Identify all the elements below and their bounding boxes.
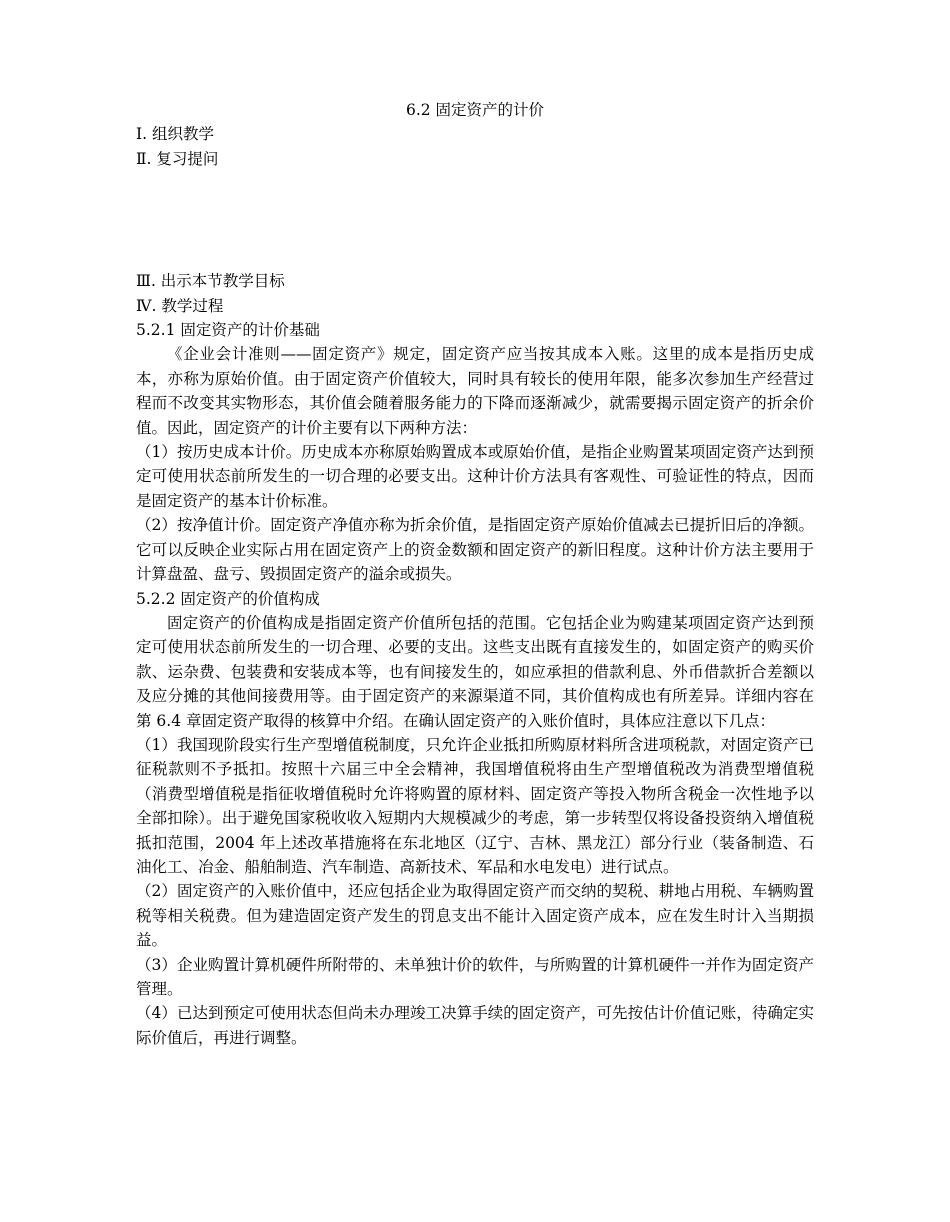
subsection-heading-basis: 5.2.1 固定资产的计价基础 <box>136 321 320 340</box>
paragraph-basis-item-2: （2）按净值计价。固定资产净值亦称为折余价值，是指固定资产原始价值减去已提折旧后的净额。它可以反映企业实际占用在固定资产上的资金数额和固定资产的新旧程度。这种计价方法主要用于计算盘盈、盘亏、毁损固定资产的溢余或损失。 <box>136 516 814 584</box>
section-heading-objectives: Ⅲ. 出示本节教学目标 <box>136 272 285 291</box>
paragraph-composition-item-4: （4）已达到预定可使用状态但尚未办理竣工决算手续的固定资产，可先按估计价值记账，待确定实际价值后，再进行调整。 <box>136 1004 814 1047</box>
document-page <box>136 98 814 1050</box>
paragraph-basis-intro: 《企业会计准则——固定资产》规定，固定资产应当按其成本入账。这里的成本是指历史成本，亦称为原始价值。由于固定资产价值较大，同时具有较长的使用年限，能多次参加生产经营过程而不改变其实物形态，其价值会随着服务能力的下降而逐渐减少，就需要揭示固定资产的折余价值。因此，固定资产的计价主要有以下两种方法： <box>136 345 814 437</box>
subsection-heading-composition: 5.2.2 固定资产的价值构成 <box>136 589 320 608</box>
section-heading-process: Ⅳ. 教学过程 <box>136 296 224 315</box>
document-title: 6.2 固定资产的计价 <box>405 101 545 119</box>
paragraph-composition-item-3: （3）企业购置计算机硬件所附带的、未单独计价的软件，与所购置的计算机硬件一并作为固定资产管理。 <box>136 955 814 998</box>
paragraph-composition-intro: 固定资产的价值构成是指固定资产价值所包括的范围。它包括企业为购建某项固定资产达到预定可使用状态前所发生的一切合理、必要的支出。这些支出既有直接发生的，如固定资产的购买价款、运杂费、包装费和安装成本等，也有间接发生的，如应承担的借款利息、外币借款折合差额以及应分摊的其他间接费用等。由于固定资产的来源渠道不同，其价值构成也有所差异。详细内容在第 6.4 章固定资产取得的核算中介绍。在确认固定资产的入账价值时，具体应注意以下几点： <box>136 613 814 730</box>
paragraph-basis-item-1: （1）按历史成本计价。历史成本亦称原始购置成本或原始价值，是指企业购置某项固定资产达到预定可使用状态前所发生的一切合理的必要支出。这种计价方法具有客观性、可验证性的特点，因而是固定资产的基本计价标准。 <box>136 443 814 510</box>
paragraph-composition-item-1: （1）我国现阶段实行生产型增值税制度，只允许企业抵扣所购原材料所含进项税款，对固定资产已征税款则不予抵扣。按照十六届三中全会精神，我国增值税将由生产型增值税改为消费型增值税（消费型增值税是指征收增值税时允许将购置的原材料、固定资产等投入物所含税金一次性地予以全部扣除）。出于避免国家税收收入短期内大规模减少的考虑，第一步转型仅将设备投资纳入增值税抵扣范围，2004 年上述改革措施将在东北地区（辽宁、吉林、黑龙江）部分行业（装备制造、石油化工、冶金、船舶制造、汽车制造、高新技术、军品和水电发电）进行试点。 <box>136 735 814 876</box>
section-heading-review: Ⅱ. 复习提问 <box>136 149 219 168</box>
paragraph-composition-item-2: （2）固定资产的入账价值中，还应包括企业为取得固定资产而交纳的契税、耕地占用税、车辆购置税等相关税费。但为建造固定资产发生的罚息支出不能计入固定资产成本，应在发生时计入当期损益。 <box>136 882 814 950</box>
section-heading-organize: Ⅰ. 组织教学 <box>136 125 214 144</box>
blank-space <box>136 171 814 269</box>
